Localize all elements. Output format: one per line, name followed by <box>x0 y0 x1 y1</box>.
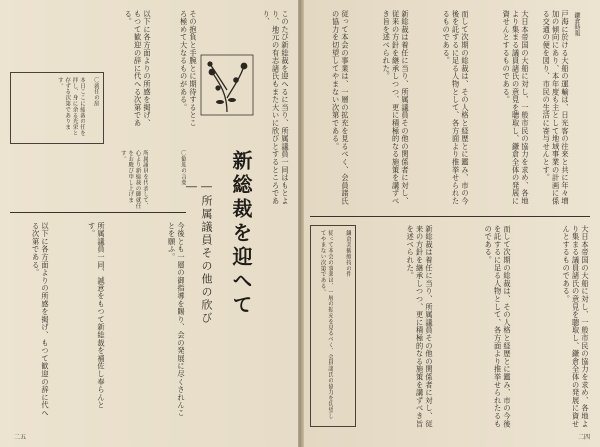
right-lower-col-1: 大日本帝国の大船に対し、一般市民の協力を求め、各地より集まる議員諸氏の意見を聴取し、鎌倉全体の発展に資せんとするものである。 <box>562 225 590 428</box>
right-lower-col-3: 新総裁は着任に当り、所属議員その他の関係者に対し、従来の方針を継承しつつ、更に積極的なる施策を講ずべき旨を述べられた。 <box>406 225 434 428</box>
box2-body: 所属議員を代表して、心より新総裁の御就任をお慶び申し上げます。 <box>119 150 148 209</box>
box2-title: 〇歓迎の言葉 <box>180 150 186 186</box>
boxed-article-title: 鎌倉美観維持の件 <box>345 230 351 278</box>
right-lower-col-2: 而して次期の総裁は、その人格と経歴とに鑑み、市の今後を託するに足る人物として、各方面より推挙せられたるものである。 <box>484 225 512 428</box>
boxed-article-body: 従って本会の事業は、一層の拡充を見るべく、会員諸氏の協力を切望してやまない次第である。 <box>319 230 333 419</box>
right-text-col-5: 従って本会の事業は、一層の拡充を見るべく、会員諸氏の協力を切望してやまない次第である。 <box>331 10 350 205</box>
notice-box-title: 〇就任の辞 <box>93 77 99 107</box>
left-text-col-1: このたび新総裁を迎へるに当り、所属議員一同はもとより、地元の有志諸氏もまた大いに欣びとするところであり、 <box>262 10 290 205</box>
notice-box <box>10 72 104 144</box>
left-middle-rule <box>10 212 186 213</box>
article-main-title: 新総裁を迎へて <box>229 150 253 318</box>
floral-ornament-icon <box>200 54 254 116</box>
middle-rule <box>310 216 590 217</box>
right-page <box>302 0 600 447</box>
article-subtitle: ―所属議員その他の欣び― <box>185 180 213 325</box>
notice-box-body: 本日ここに総裁の任を拝し、身に余る光栄と存ずる次第であります。 <box>56 77 85 136</box>
left-lower-col-3: 以下に各方面よりの所感を掲げ、もつて歓迎の辞に代へる次第である。 <box>31 222 50 417</box>
running-head: 鎌倉時報 <box>573 12 580 36</box>
left-text-col-3: 以下に各方面よりの所感を掲げ、もつて歓迎の辞に代へる次第である。 <box>124 10 152 127</box>
left-page <box>0 0 298 447</box>
left-lower-col-2: 所属議員一同、誠意をもつて新総裁を補佐し奉らんとす。 <box>87 222 106 410</box>
right-text-col-3: 而して次期の総裁は、その人格と経歴とに鑑み、市の今後を託するに足る人物として、各方面より推挙せられたるものである。 <box>442 10 470 205</box>
right-text-col-1: 戸海に於ける大船の運輸は、日光客の往来と共に年々増加の傾向にあり、本年度も主として地域事業の計画に係る交通の便を図り、市民の生活に寄与せんとす。 <box>542 10 570 205</box>
left-text-col-2: その抱負と手腕とに期待するところ極めて大なるものがある。 <box>179 10 198 127</box>
left-lower-col-1: 今後とも一層の御指導を賜り、会の発展に尽くされんことを願ふ。 <box>167 222 186 417</box>
boxed-article <box>310 225 356 427</box>
page-number-left: 二五 <box>14 434 27 441</box>
right-text-col-2: 大日本帝国の大船に対し、一般市民の協力を求め、各地より集まる議員諸氏の意見を聴取し、鎌倉全体の発展に資せんとするものである。 <box>502 10 530 205</box>
right-text-col-4: 新総裁は着任に当り、所属議員その他の関係者に対し、従来の方針を継承しつつ、更に積極的なる施策を講ずべき旨を述べられた。 <box>382 10 410 205</box>
page-number-right: 二四 <box>578 434 591 441</box>
